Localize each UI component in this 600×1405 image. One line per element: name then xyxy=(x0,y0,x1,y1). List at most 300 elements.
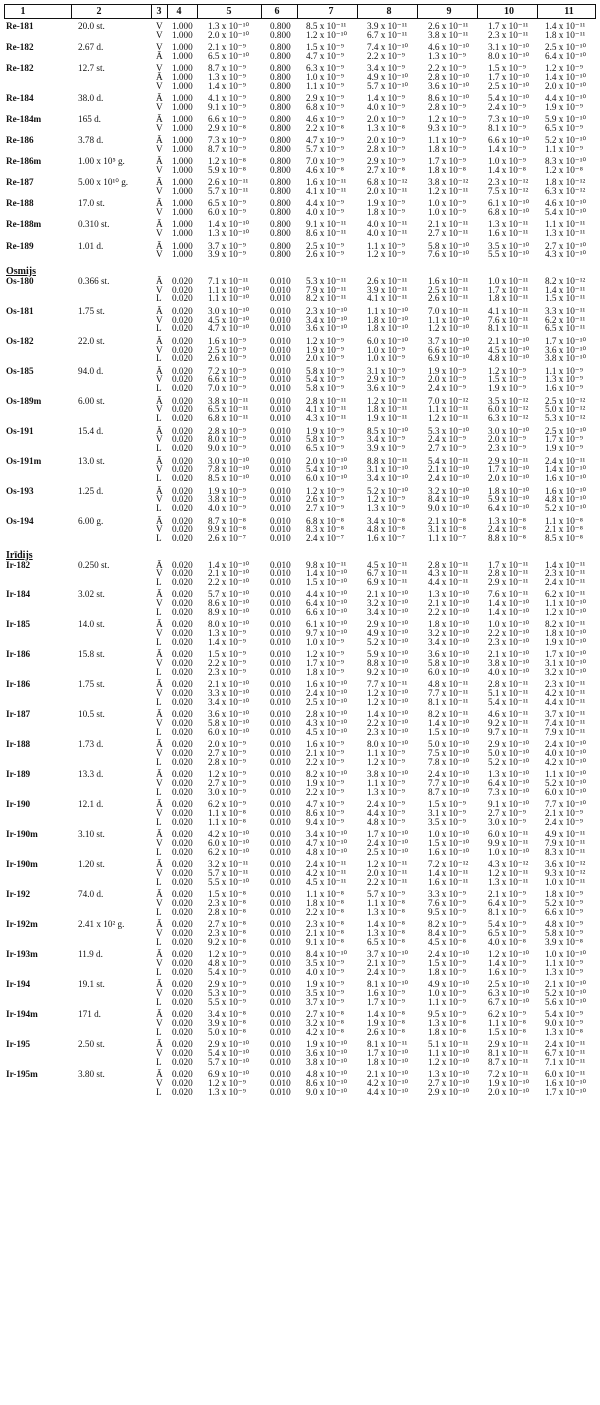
cell-col-9: 7.8 x 10⁻¹⁰ xyxy=(428,757,470,768)
half-life: 2.41 x 10² g. xyxy=(78,919,125,930)
half-life: 3.80 st. xyxy=(78,1069,105,1080)
half-life: 12.1 d. xyxy=(78,799,104,810)
cell-col-3: Ā xyxy=(156,859,163,870)
cell-col-8: 3.6 x 10⁻⁹ xyxy=(367,383,405,394)
cell-col-5: 5.9 x 10⁻⁸ xyxy=(208,165,246,176)
nuclide-name: Ir-185 xyxy=(6,619,31,630)
cell-col-3: L xyxy=(156,877,162,888)
cell-col-5: 7.2 x 10⁻⁹ xyxy=(208,365,246,376)
cell-col-10: 6.5 x 10⁻⁹ xyxy=(488,928,526,939)
cell-col-6: 0.010 xyxy=(270,607,291,618)
cell-col-10: 3.8 x 10⁻¹⁰ xyxy=(488,658,530,669)
cell-col-4: 0.020 xyxy=(172,967,193,978)
cell-col-10: 8.8 x 10⁻⁸ xyxy=(488,533,526,544)
cell-col-7: 6.8 x 10⁻⁹ xyxy=(306,102,344,113)
cell-col-5: 6.5 x 10⁻¹⁰ xyxy=(208,50,250,61)
cell-col-8: 4.4 x 10⁻⁹ xyxy=(367,808,405,819)
cell-col-5: 2.2 x 10⁻¹⁰ xyxy=(208,577,250,588)
cell-col-10: 2.3 x 10⁻¹⁰ xyxy=(488,637,530,648)
cell-col-3: Ā xyxy=(156,919,163,930)
nuclide-name: Os-185 xyxy=(6,365,34,376)
cell-col-8: 1.9 x 10⁻¹¹ xyxy=(367,413,408,424)
nuclide-name: Re-184m xyxy=(6,114,42,125)
cell-col-11: 1.4 x 10⁻¹¹ xyxy=(545,559,586,570)
cell-col-10: 1.8 x 10⁻¹¹ xyxy=(488,293,529,304)
cell-col-10: 6.2 x 10⁻⁹ xyxy=(488,1009,526,1020)
cell-col-3: L xyxy=(156,323,162,334)
cell-col-9: 3.7 x 10⁻¹⁰ xyxy=(428,335,470,346)
cell-col-9: 8.4 x 10⁻¹⁰ xyxy=(428,494,470,505)
cell-col-7: 3.6 x 10⁻¹⁰ xyxy=(306,1048,348,1059)
cell-col-11: 1.2 x 10⁻⁹ xyxy=(545,63,583,74)
cell-col-7: 6.6 x 10⁻¹⁰ xyxy=(306,607,348,618)
cell-col-6: 0.010 xyxy=(270,323,291,334)
cell-col-7: 1.2 x 10⁻¹⁰ xyxy=(306,29,348,40)
cell-col-6: 0.800 xyxy=(270,240,291,251)
cell-col-7: 1.0 x 10⁻⁹ xyxy=(306,72,344,83)
cell-col-8: 1.8 x 10⁻¹¹ xyxy=(367,404,408,415)
cell-col-9: 1.1 x 10⁻⁹ xyxy=(428,997,466,1008)
cell-col-9: 7.2 x 10⁻¹² xyxy=(428,859,469,870)
cell-col-9: 2.4 x 10⁻⁹ xyxy=(428,434,466,445)
nuclide-name: Ir-188 xyxy=(6,739,31,750)
cell-col-5: 2.9 x 10⁻⁸ xyxy=(208,123,246,134)
cell-col-3: L xyxy=(156,907,162,918)
cell-col-4: 0.020 xyxy=(172,658,193,669)
cell-col-3: L xyxy=(156,937,162,948)
table-row xyxy=(0,608,600,617)
cell-col-11: 3.1 x 10⁻¹⁰ xyxy=(545,658,587,669)
cell-col-3: V xyxy=(156,29,163,40)
cell-col-7: 1.9 x 10⁻⁹ xyxy=(306,778,344,789)
cell-col-8: 4.1 x 10⁻¹¹ xyxy=(367,293,408,304)
cell-col-9: 2.4 x 10⁻⁹ xyxy=(428,383,466,394)
cell-col-10: 1.7 x 10⁻¹⁰ xyxy=(488,464,530,475)
cell-col-10: 1.3 x 10⁻¹⁰ xyxy=(488,769,530,780)
cell-col-8: 5.9 x 10⁻¹⁰ xyxy=(367,649,409,660)
cell-col-10: 9.2 x 10⁻¹¹ xyxy=(488,718,529,729)
cell-col-5: 2.1 x 10⁻⁹ xyxy=(208,42,246,53)
cell-col-11: 2.3 x 10⁻¹¹ xyxy=(545,679,586,690)
cell-col-3: L xyxy=(156,607,162,618)
cell-col-8: 1.2 x 10⁻¹⁰ xyxy=(367,697,409,708)
cell-col-9: 5.4 x 10⁻¹¹ xyxy=(428,455,469,466)
cell-col-4: 0.020 xyxy=(172,697,193,708)
cell-col-5: 5.8 x 10⁻¹⁰ xyxy=(208,718,250,729)
cell-col-9: 4.5 x 10⁻⁸ xyxy=(428,937,466,948)
half-life: 2.67 d. xyxy=(78,42,104,53)
cell-col-9: 5.8 x 10⁻¹⁰ xyxy=(428,658,470,669)
cell-col-5: 8.0 x 10⁻⁹ xyxy=(208,434,246,445)
cell-col-7: 4.2 x 10⁻⁸ xyxy=(306,1027,344,1038)
cell-col-9: 1.0 x 10⁻¹⁰ xyxy=(428,829,470,840)
cell-col-10: 1.6 x 10⁻¹¹ xyxy=(488,228,529,239)
cell-col-3: L xyxy=(156,413,162,424)
cell-col-7: 2.1 x 10⁻⁹ xyxy=(306,748,344,759)
cell-col-5: 1.3 x 10⁻⁹ xyxy=(208,628,246,639)
cell-col-6: 0.010 xyxy=(270,344,291,355)
cell-col-9: 1.3 x 10⁻¹⁰ xyxy=(428,1069,470,1080)
cell-col-7: 2.8 x 10⁻¹¹ xyxy=(306,395,347,406)
cell-col-9: 1.1 x 10⁻¹¹ xyxy=(428,404,469,415)
cell-col-3: Ā xyxy=(156,515,163,526)
cell-col-10: 2.4 x 10⁻⁹ xyxy=(488,102,526,113)
cell-col-11: 3.2 x 10⁻¹⁰ xyxy=(545,667,587,678)
cell-col-4: 0.020 xyxy=(172,533,193,544)
cell-col-6: 0.010 xyxy=(270,619,291,630)
cell-col-4: 1.000 xyxy=(172,29,193,40)
table-row xyxy=(0,124,600,133)
cell-col-6: 0.010 xyxy=(270,577,291,588)
cell-col-11: 2.4 x 10⁻⁹ xyxy=(545,817,583,828)
cell-col-7: 4.2 x 10⁻¹¹ xyxy=(306,868,347,879)
cell-col-6: 0.010 xyxy=(270,443,291,454)
cell-col-11: 2.1 x 10⁻⁹ xyxy=(545,808,583,819)
cell-col-4: 0.020 xyxy=(172,1078,193,1089)
cell-col-3: V xyxy=(156,123,163,134)
cell-col-9: 3.2 x 10⁻¹⁰ xyxy=(428,628,470,639)
cell-col-6: 0.010 xyxy=(270,898,291,909)
cell-col-6: 0.800 xyxy=(270,144,291,155)
cell-col-5: 2.3 x 10⁻⁸ xyxy=(208,928,246,939)
cell-col-6: 0.010 xyxy=(270,1027,291,1038)
cell-col-11: 7.9 x 10⁻¹¹ xyxy=(545,727,586,738)
header-col-8: 8 xyxy=(386,6,392,17)
cell-col-11: 8.2 x 10⁻¹¹ xyxy=(545,619,586,630)
table-header xyxy=(4,4,596,19)
cell-col-3: V xyxy=(156,718,163,729)
cell-col-10: 3.0 x 10⁻⁹ xyxy=(488,817,526,828)
cell-col-11: 6.2 x 10⁻¹¹ xyxy=(545,314,586,325)
cell-col-7: 5.8 x 10⁻⁹ xyxy=(306,383,344,394)
cell-col-9: 2.0 x 10⁻⁹ xyxy=(428,374,466,385)
cell-col-7: 4.0 x 10⁻⁹ xyxy=(306,207,344,218)
cell-col-5: 1.2 x 10⁻⁹ xyxy=(208,949,246,960)
cell-col-11: 3.9 x 10⁻⁸ xyxy=(545,937,583,948)
cell-col-5: 1.4 x 10⁻⁹ xyxy=(208,80,246,91)
half-life: 171 d. xyxy=(78,1009,101,1020)
cell-col-7: 1.6 x 10⁻⁹ xyxy=(306,739,344,750)
cell-col-5: 2.3 x 10⁻⁸ xyxy=(208,898,246,909)
cell-col-8: 3.7 x 10⁻¹⁰ xyxy=(367,949,409,960)
cell-col-7: 2.3 x 10⁻⁸ xyxy=(306,919,344,930)
cell-col-11: 6.6 x 10⁻⁹ xyxy=(545,907,583,918)
cell-col-8: 1.7 x 10⁻¹⁰ xyxy=(367,829,409,840)
cell-col-5: 1.2 x 10⁻⁹ xyxy=(208,1078,246,1089)
cell-col-5: 2.8 x 10⁻⁹ xyxy=(208,757,246,768)
cell-col-9: 1.6 x 10⁻¹¹ xyxy=(428,275,469,286)
half-life: 1.75 st. xyxy=(78,305,105,316)
cell-col-10: 4.0 x 10⁻⁸ xyxy=(488,937,526,948)
cell-col-4: 0.020 xyxy=(172,868,193,879)
cell-col-9: 1.8 x 10⁻¹⁰ xyxy=(428,619,470,630)
cell-col-4: 0.020 xyxy=(172,413,193,424)
nuclide-name: Ir-194m xyxy=(6,1009,38,1020)
cell-col-3: L xyxy=(156,757,162,768)
cell-col-4: 1.000 xyxy=(172,102,193,113)
cell-col-6: 0.010 xyxy=(270,937,291,948)
cell-col-3: L xyxy=(156,503,162,514)
cell-col-3: V xyxy=(156,838,163,849)
cell-col-11: 1.2 x 10⁻¹⁰ xyxy=(545,607,587,618)
cell-col-10: 4.0 x 10⁻¹⁰ xyxy=(488,667,530,678)
cell-col-3: L xyxy=(156,1087,162,1098)
cell-col-11: 1.8 x 10⁻¹² xyxy=(545,177,586,188)
nuclide-name: Ir-195m xyxy=(6,1069,38,1080)
cell-col-9: 9.5 x 10⁻⁹ xyxy=(428,907,466,918)
cell-col-10: 2.5 x 10⁻¹⁰ xyxy=(488,979,530,990)
cell-col-3: V xyxy=(156,144,163,155)
nuclide-name: Ir-184 xyxy=(6,589,31,600)
cell-col-3: V xyxy=(156,898,163,909)
cell-col-11: 8.3 x 10⁻¹¹ xyxy=(545,847,586,858)
cell-col-4: 0.020 xyxy=(172,979,193,990)
cell-col-3: Ā xyxy=(156,559,163,570)
cell-col-9: 3.8 x 10⁻¹¹ xyxy=(428,29,469,40)
cell-col-10: 1.2 x 10⁻⁹ xyxy=(488,365,526,376)
cell-col-6: 0.800 xyxy=(270,123,291,134)
half-life: 94.0 d. xyxy=(78,365,104,376)
cell-col-4: 0.020 xyxy=(172,709,193,720)
cell-col-7: 8.3 x 10⁻⁸ xyxy=(306,524,344,535)
cell-col-7: 6.3 x 10⁻⁹ xyxy=(306,63,344,74)
cell-col-8: 1.8 x 10⁻¹⁰ xyxy=(367,323,409,334)
table-row xyxy=(0,82,600,91)
cell-col-11: 6.2 x 10⁻¹¹ xyxy=(545,589,586,600)
cell-col-11: 1.8 x 10⁻¹⁰ xyxy=(545,628,587,639)
cell-col-5: 1.4 x 10⁻⁹ xyxy=(208,637,246,648)
nuclide-name: Ir-190 xyxy=(6,799,31,810)
cell-col-3: Ā xyxy=(156,156,163,167)
cell-col-8: 2.1 x 10⁻¹⁰ xyxy=(367,1069,409,1080)
cell-col-8: 3.9 x 10⁻⁹ xyxy=(367,443,405,454)
cell-col-5: 1.9 x 10⁻⁹ xyxy=(208,485,246,496)
cell-col-11: 1.7 x 10⁻¹⁰ xyxy=(545,1087,587,1098)
cell-col-7: 2.0 x 10⁻⁹ xyxy=(306,353,344,364)
cell-col-9: 1.8 x 10⁻⁹ xyxy=(428,144,466,155)
cell-col-9: 3.2 x 10⁻¹⁰ xyxy=(428,485,470,496)
cell-col-3: L xyxy=(156,293,162,304)
cell-col-10: 2.8 x 10⁻¹¹ xyxy=(488,679,529,690)
cell-col-10: 5.1 x 10⁻¹¹ xyxy=(488,688,529,699)
cell-col-10: 1.4 x 10⁻¹⁰ xyxy=(488,607,530,618)
cell-col-8: 2.0 x 10⁻⁹ xyxy=(367,135,405,146)
cell-col-5: 6.8 x 10⁻¹¹ xyxy=(208,413,249,424)
cell-col-8: 1.2 x 10⁻⁹ xyxy=(367,757,405,768)
cell-col-9: 4.8 x 10⁻¹¹ xyxy=(428,679,469,690)
cell-col-8: 2.6 x 10⁻¹¹ xyxy=(367,275,408,286)
cell-col-11: 4.8 x 10⁻⁹ xyxy=(545,919,583,930)
cell-col-3: V xyxy=(156,658,163,669)
cell-col-8: 2.2 x 10⁻¹⁰ xyxy=(367,718,409,729)
half-life: 3.02 st. xyxy=(78,589,105,600)
cell-col-9: 7.6 x 10⁻¹⁰ xyxy=(428,249,470,260)
cell-col-7: 3.4 x 10⁻¹⁰ xyxy=(306,314,348,325)
cell-col-11: 1.8 x 10⁻⁹ xyxy=(545,889,583,900)
cell-col-8: 4.9 x 10⁻¹⁰ xyxy=(367,628,409,639)
cell-col-5: 5.3 x 10⁻⁹ xyxy=(208,988,246,999)
cell-col-8: 1.8 x 10⁻⁹ xyxy=(367,207,405,218)
nuclide-name: Ir-187 xyxy=(6,709,31,720)
cell-col-6: 0.010 xyxy=(270,413,291,424)
cell-col-10: 6.1 x 10⁻¹⁰ xyxy=(488,198,530,209)
cell-col-6: 0.010 xyxy=(270,533,291,544)
cell-col-6: 0.010 xyxy=(270,353,291,364)
cell-col-3: V xyxy=(156,598,163,609)
cell-col-6: 0.010 xyxy=(270,374,291,385)
cell-col-9: 1.3 x 10⁻⁹ xyxy=(428,50,466,61)
cell-col-9: 1.5 x 10⁻⁹ xyxy=(428,799,466,810)
cell-col-11: 1.0 x 10⁻¹¹ xyxy=(545,877,586,888)
cell-col-4: 0.020 xyxy=(172,323,193,334)
cell-col-7: 4.4 x 10⁻⁹ xyxy=(306,198,344,209)
half-life: 10.5 st. xyxy=(78,709,105,720)
cell-col-11: 1.4 x 10⁻¹⁰ xyxy=(545,464,587,475)
cell-col-10: 1.5 x 10⁻⁸ xyxy=(488,1027,526,1038)
cell-col-3: Ā xyxy=(156,949,163,960)
cell-col-4: 0.020 xyxy=(172,607,193,618)
cell-col-4: 1.000 xyxy=(172,42,193,53)
cell-col-5: 8.0 x 10⁻¹⁰ xyxy=(208,619,250,630)
cell-col-10: 6.4 x 10⁻⁹ xyxy=(488,898,526,909)
cell-col-5: 7.0 x 10⁻⁹ xyxy=(208,383,246,394)
cell-col-9: 3.6 x 10⁻¹⁰ xyxy=(428,649,470,660)
cell-col-6: 0.010 xyxy=(270,404,291,415)
cell-col-8: 2.9 x 10⁻⁹ xyxy=(367,156,405,167)
cell-col-8: 6.0 x 10⁻¹⁰ xyxy=(367,335,409,346)
half-life: 22.0 st. xyxy=(78,335,105,346)
cell-col-6: 0.010 xyxy=(270,667,291,678)
cell-col-3: V xyxy=(156,748,163,759)
table-row xyxy=(0,145,600,154)
cell-col-5: 3.0 x 10⁻¹⁰ xyxy=(208,455,250,466)
cell-col-5: 3.8 x 10⁻⁹ xyxy=(208,494,246,505)
cell-col-4: 1.000 xyxy=(172,21,193,31)
cell-col-7: 7.0 x 10⁻⁹ xyxy=(306,156,344,167)
cell-col-9: 2.8 x 10⁻¹¹ xyxy=(428,559,469,570)
cell-col-3: Ā xyxy=(156,240,163,251)
cell-col-11: 8.2 x 10⁻¹² xyxy=(545,275,586,286)
cell-col-6: 0.800 xyxy=(270,114,291,125)
cell-col-8: 1.0 x 10⁻⁹ xyxy=(367,353,405,364)
cell-col-5: 2.2 x 10⁻⁹ xyxy=(208,658,246,669)
cell-col-3: Ā xyxy=(156,829,163,840)
cell-col-5: 6.5 x 10⁻¹¹ xyxy=(208,404,249,415)
cell-col-4: 0.020 xyxy=(172,344,193,355)
header-col-11: 11 xyxy=(564,6,574,17)
cell-col-5: 3.3 x 10⁻¹⁰ xyxy=(208,688,250,699)
cell-col-5: 5.7 x 10⁻¹¹ xyxy=(208,186,249,197)
cell-col-5: 1.5 x 10⁻⁹ xyxy=(208,649,246,660)
cell-col-6: 0.010 xyxy=(270,727,291,738)
cell-col-5: 1.1 x 10⁻¹⁰ xyxy=(208,284,250,295)
cell-col-10: 6.7 x 10⁻¹⁰ xyxy=(488,997,530,1008)
cell-col-10: 1.6 x 10⁻⁹ xyxy=(488,967,526,978)
cell-col-9: 2.7 x 10⁻⁹ xyxy=(428,443,466,454)
header-divider xyxy=(297,5,298,18)
cell-col-11: 2.4 x 10⁻¹¹ xyxy=(545,1039,586,1050)
cell-col-11: 5.2 x 10⁻¹⁰ xyxy=(545,778,587,789)
cell-col-11: 7.1 x 10⁻¹¹ xyxy=(545,1057,586,1068)
cell-col-6: 0.010 xyxy=(270,628,291,639)
cell-col-10: 1.3 x 10⁻⁸ xyxy=(488,515,526,526)
cell-col-8: 2.7 x 10⁻⁸ xyxy=(367,165,405,176)
cell-col-7: 2.2 x 10⁻⁸ xyxy=(306,907,344,918)
cell-col-7: 7.9 x 10⁻¹¹ xyxy=(306,284,347,295)
cell-col-6: 0.800 xyxy=(270,29,291,40)
table-row xyxy=(0,444,600,453)
cell-col-10: 7.6 x 10⁻¹¹ xyxy=(488,589,529,600)
cell-col-7: 6.8 x 10⁻⁸ xyxy=(306,515,344,526)
cell-col-7: 4.8 x 10⁻¹⁰ xyxy=(306,847,348,858)
cell-col-5: 8.6 x 10⁻¹⁰ xyxy=(208,598,250,609)
cell-col-7: 2.4 x 10⁻⁷ xyxy=(306,533,344,544)
nuclide-name: Re-184 xyxy=(6,93,34,104)
half-life: 0.250 st. xyxy=(78,559,110,570)
cell-col-10: 1.4 x 10⁻¹⁰ xyxy=(488,598,530,609)
cell-col-5: 5.4 x 10⁻¹⁰ xyxy=(208,1048,250,1059)
cell-col-6: 0.010 xyxy=(270,425,291,436)
cell-col-3: V xyxy=(156,1078,163,1089)
cell-col-7: 4.3 x 10⁻¹¹ xyxy=(306,413,347,424)
cell-col-10: 1.0 x 10⁻¹¹ xyxy=(488,275,529,286)
cell-col-11: 8.5 x 10⁻⁸ xyxy=(545,533,583,544)
cell-col-5: 2.9 x 10⁻⁹ xyxy=(208,979,246,990)
cell-col-6: 0.010 xyxy=(270,1018,291,1029)
cell-col-10: 7.5 x 10⁻¹² xyxy=(488,186,529,197)
cell-col-11: 5.3 x 10⁻¹² xyxy=(545,413,586,424)
half-life: 13.3 d. xyxy=(78,769,104,780)
cell-col-8: 1.1 x 10⁻⁹ xyxy=(367,778,405,789)
cell-col-8: 1.2 x 10⁻⁹ xyxy=(367,494,405,505)
cell-col-5: 2.0 x 10⁻⁹ xyxy=(208,739,246,750)
table-row xyxy=(0,878,600,887)
cell-col-3: V xyxy=(156,1018,163,1029)
cell-col-5: 1.2 x 10⁻⁸ xyxy=(208,156,246,167)
cell-col-11: 1.3 x 10⁻¹¹ xyxy=(545,228,586,239)
cell-col-3: V xyxy=(156,628,163,639)
cell-col-7: 6.5 x 10⁻⁹ xyxy=(306,443,344,454)
half-life: 5.00 x 10¹⁰ g. xyxy=(78,177,129,188)
cell-col-11: 4.4 x 10⁻¹⁰ xyxy=(545,93,587,104)
cell-col-7: 3.5 x 10⁻⁹ xyxy=(306,988,344,999)
cell-col-4: 0.020 xyxy=(172,524,193,535)
cell-col-11: 1.6 x 10⁻¹⁰ xyxy=(545,485,587,496)
cell-col-3: V xyxy=(156,778,163,789)
cell-col-8: 2.0 x 10⁻¹¹ xyxy=(367,868,408,879)
cell-col-6: 0.010 xyxy=(270,817,291,828)
cell-col-8: 1.6 x 10⁻⁷ xyxy=(367,533,405,544)
cell-col-10: 1.0 x 10⁻¹⁰ xyxy=(488,619,530,630)
nuclide-name: Ir-192m xyxy=(6,919,38,930)
cell-col-8: 5.2 x 10⁻¹⁰ xyxy=(367,637,409,648)
cell-col-7: 4.3 x 10⁻¹⁰ xyxy=(306,718,348,729)
cell-col-9: 9.5 x 10⁻⁹ xyxy=(428,1009,466,1020)
cell-col-11: 5.4 x 10⁻¹⁰ xyxy=(545,207,587,218)
cell-col-7: 8.6 x 10⁻⁹ xyxy=(306,808,344,819)
cell-col-4: 1.000 xyxy=(172,80,193,91)
cell-col-5: 2.1 x 10⁻¹⁰ xyxy=(208,679,250,690)
cell-col-4: 1.000 xyxy=(172,198,193,209)
cell-col-11: 6.4 x 10⁻¹⁰ xyxy=(545,50,587,61)
half-life: 1.25 d. xyxy=(78,485,104,496)
cell-col-9: 2.1 x 10⁻⁸ xyxy=(428,515,466,526)
cell-col-3: Ā xyxy=(156,219,163,230)
header-divider xyxy=(151,5,152,18)
cell-col-5: 6.6 x 10⁻⁹ xyxy=(208,374,246,385)
cell-col-7: 3.8 x 10⁻¹⁰ xyxy=(306,1057,348,1068)
cell-col-8: 2.6 x 10⁻⁸ xyxy=(367,1027,405,1038)
